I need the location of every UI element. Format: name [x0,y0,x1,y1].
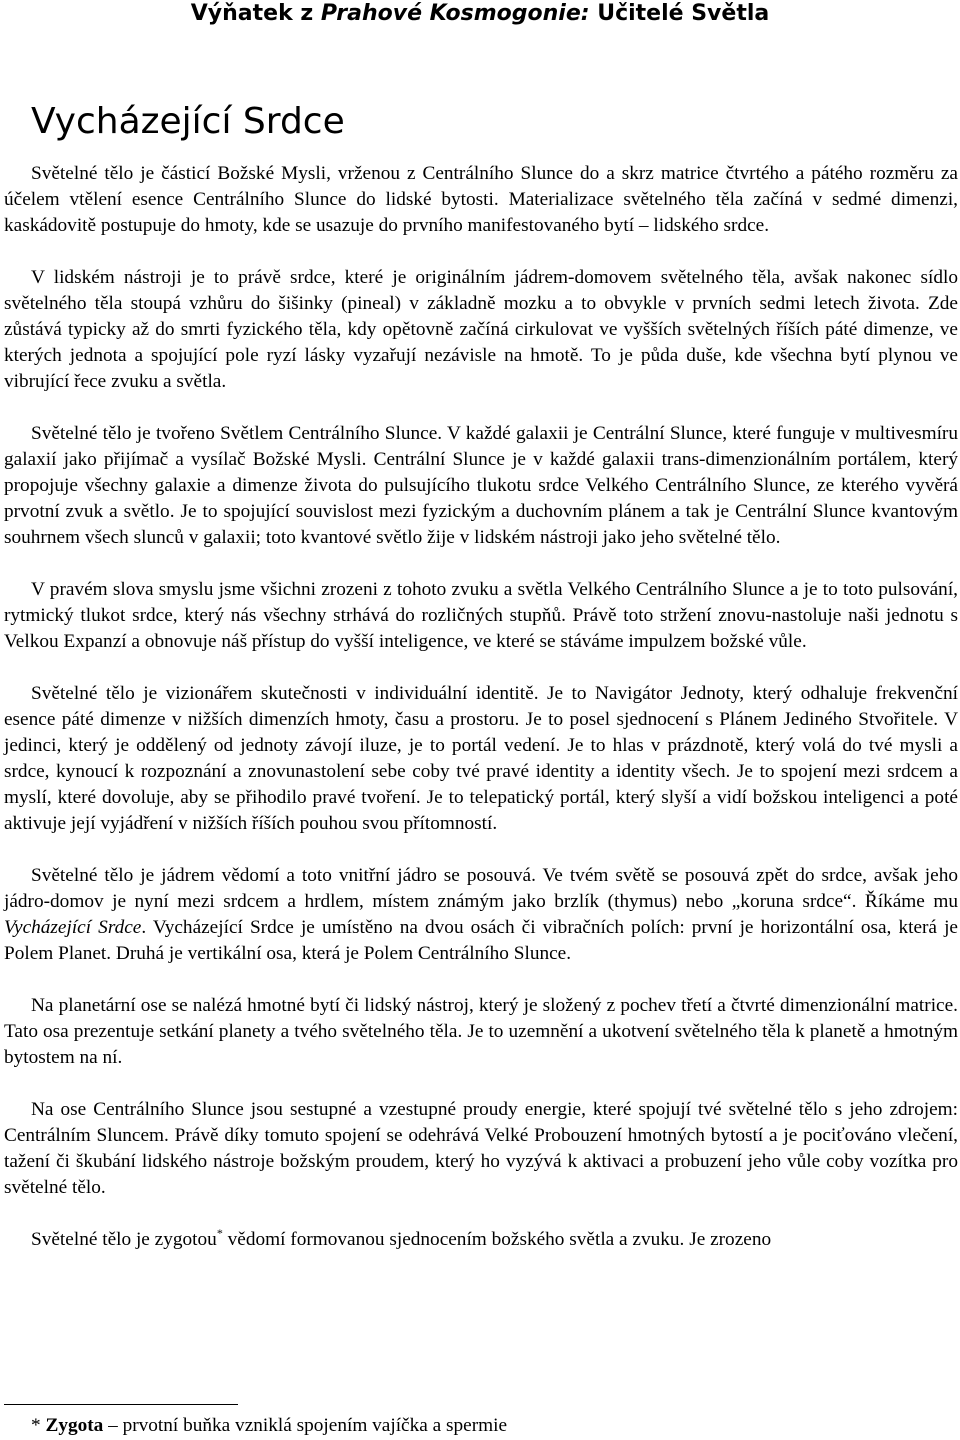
emphasis-term: Vycházející Srdce [4,917,142,938]
paragraph: V lidském nástroji je to právě srdce, které je originálním jádrem-domovem světelného těla, avšak nakonec sídlo světelného těla stoupá vzhůru do šišinky (pineal) v základně mozku a to obvykle v prvních sedmi letech života. Zde zůstává typicky až do smrti fyzického těla, kdy opětovně začíná cirkulovat ve vyšších světelných říších páté dimenze, ve kterých jednota a spojující pole ryzí lásky vyzařují nezávisle na hmotě. To je půda duše, kde všechna bytí plynou ve vibrující řece zvuku a světla. [4,267,958,392]
paragraph: Světelné tělo je částicí Božské Mysli, vrženou z Centrálního Slunce do a skrz matrice čtvrtého a pátého rozměru za účelem vtělení esence Centrálního Slunce do lidské bytosti. Materializace světelného těla začíná v sedmé dimenzi, kaskádovitě postupuje do hmoty, kde se usazuje do prvního manifestovaného bytí – lidského srdce. [4,163,958,236]
header-suffix: Učitelé Světla [589,1,770,26]
paragraph-text: vědomí formovanou sjednocením božského světla a zvuku. Je zrozeno [222,1229,772,1250]
paragraph: Na planetární ose se nalézá hmotné bytí či lidský nástroj, který je složený z pochev třetí a čtvrté dimenzionální matrice. Tato osa prezentuje setkání planety a tvého světelného těla. Je to uzemnění a ukotvení světelného těla k planetě a hmotným bytostem na ní. [4,995,958,1068]
footnote-marker: * [216,1226,223,1240]
header-prefix: Výňatek z [190,1,321,26]
paragraph: Na ose Centrálního Slunce jsou sestupné a vzestupné proudy energie, které spojují tvé světelné tělo s jeho zdrojem: Centrálním Sluncem. Právě díky tomuto spojení se odehrává Velké Probouzení hmotných bytostí a je pociťováno vlečení, tažení či škubání lidského nástroje božským proudem, který ho vyzývá k aktivaci a probuzení jeho vůle coby vozítka pro světelné tělo. [4,1099,958,1198]
footnote-term: Zygota [45,1415,104,1436]
page-header [0,0,960,28]
paragraph: V pravém slova smyslu jsme všichni zrozeni z tohoto zvuku a světla Velkého Centrálního Slunce a je to toto pulsování, rytmický tlukot srdce, který nás všechny strhává do rozličných stupňů. Právě toto stržení znovu-nastoluje naši jednotu s Velkou Expanzí a obnovuje náš přístup do vyšší inteligence, ve které se stáváme impulzem božské vůle. [4,579,958,652]
header-book-title: Prahové Kosmogonie: [320,1,590,26]
body-text [4,161,958,1253]
footnote-definition: – prvotní buňka vzniklá spojením vajíčka a spermie [103,1415,508,1436]
chapter-title: Vycházející Srdce [31,101,345,142]
footnote-separator [4,1404,238,1405]
paragraph [4,1227,958,1253]
paragraph-text: Světelné tělo je jádrem vědomí a toto vnitřní jádro se posouvá. Ve tvém světě se posouvá zpět do srdce, avšak jeho jádro-domov je nyní mezi srdcem a hrdlem, místem známým jako brzlík (thymus) nebo „koruna srdce“. Říkáme mu [4,865,958,912]
footnote-star: * [31,1415,46,1436]
paragraph: Světelné tělo je vizionářem skutečnosti v individuální identitě. Je to Navigátor Jednoty, který odhaluje frekvenční esence páté dimenze v nižších dimenzích hmoty, času a prostoru. Je to posel sjednocení s Plánem Jediného Stvořitele. V jedinci, který je oddělený od jednoty závojí iluze, je to portál vedení. Je to hlas v prázdnotě, který volá do tvé mysli a srdce, kynoucí k rozpoznání a znovunastolení sebe coby tvé pravé identity a identity všech. Je to spojení mezi srdcem a myslí, které dovoluje, aby se přihodilo pravé tvoření. Je to telepatický portál, který slyší a vidí božskou inteligenci a poté aktivuje její vyjádření v nižších říších pouhou svou přítomností. [4,683,958,834]
footnote [31,1413,507,1439]
paragraph-text: . Vycházející Srdce je umístěno na dvou osách či vibračních polích: první je horizontální osa, která je Polem Planet. Druhá je vertikální osa, která je Polem Centrálního Slunce. [4,917,958,964]
paragraph-text: Světelné tělo je zygotou [31,1229,217,1250]
paragraph: Světelné tělo je tvořeno Světlem Centrálního Slunce. V každé galaxii je Centrální Slunce, které funguje v multivesmíru galaxií jako přijímač a vysílač Božské Mysli. Centrální Slunce je v každé galaxii trans-dimenzionálním portálem, který propojuje všechny galaxie a dimenze života do pulsujícího tlukotu srdce Velkého Centrálního Slunce, ze kterého vyvěrá prvotní zvuk a světlo. Je to spojující souvislost mezi fyzickým a duchovním plánem a tak je Centrální Slunce kvantovým souhrnem všech slunců v galaxii; toto kvantové světlo žije v lidském nástroji jako jeho světelné tělo. [4,423,958,548]
paragraph [4,863,958,967]
